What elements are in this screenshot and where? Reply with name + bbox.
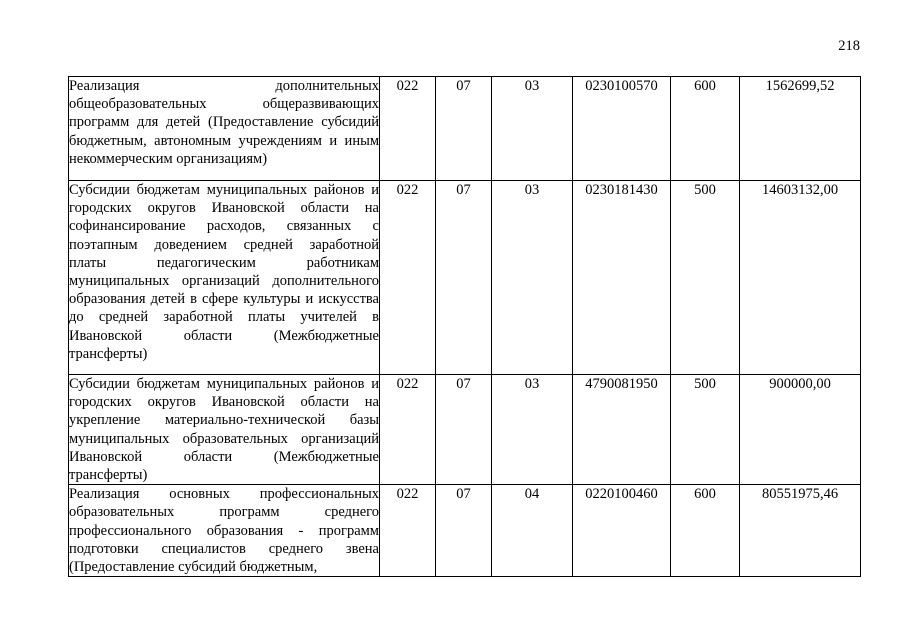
target-article-code: 4790081950 [573,375,671,485]
expense-type-code: 500 [671,375,740,485]
target-article-code: 0220100460 [573,485,671,577]
budget-table [68,76,861,577]
section-code: 07 [436,77,492,181]
section-code: 07 [436,485,492,577]
amount: 900000,00 [740,375,861,485]
row-description: Субсидии бюджетам муниципальных районов и городских округов Ивановской области на укрепление материально-технической базы муниципальных образовательных организаций Ивановской области (Межбюджетные трансферты) [69,376,379,484]
expense-type-code: 600 [671,77,740,181]
section-code: 07 [436,181,492,375]
amount: 80551975,46 [740,485,861,577]
row-description: Субсидии бюджетам муниципальных районов и городских округов Ивановской области на софинансирование расходов, связанных с поэтапным доведением средней заработной платы педагогическим работникам муниципальных организаций дополнительного образования детей в сфере культуры и искусства до средней заработной платы учителей в Ивановской области (Межбюджетные трансферты) [69,181,380,375]
amount: 14603132,00 [740,181,861,375]
amount: 1562699,52 [740,77,861,181]
row-description: Реализация основных профессиональных образовательных программ среднего профессионального образования - программ подготовки специалистов среднего звена (Предоставление субсидий бюджетным, [69,486,379,576]
table-row [69,375,861,485]
ministry-code: 022 [380,485,436,577]
row-description: Реализация дополнительных общеобразовательных общеразвивающих программ для детей (Предоставление субсидий бюджетным, автономным учреждениям и иным некоммерческим организациям) [69,77,380,181]
target-article-code: 0230100570 [573,77,671,181]
table-row [69,77,861,181]
target-article-code: 0230181430 [573,181,671,375]
subsection-code: 03 [492,375,573,485]
ministry-code: 022 [380,181,436,375]
ministry-code: 022 [380,375,436,485]
page-number: 218 [838,38,860,54]
expense-type-code: 500 [671,181,740,375]
table-row [69,181,861,375]
section-code: 07 [436,375,492,485]
subsection-code: 04 [492,485,573,577]
expense-type-code: 600 [671,485,740,577]
ministry-code: 022 [380,77,436,181]
subsection-code: 03 [492,181,573,375]
subsection-code: 03 [492,77,573,181]
table-row [69,485,861,577]
